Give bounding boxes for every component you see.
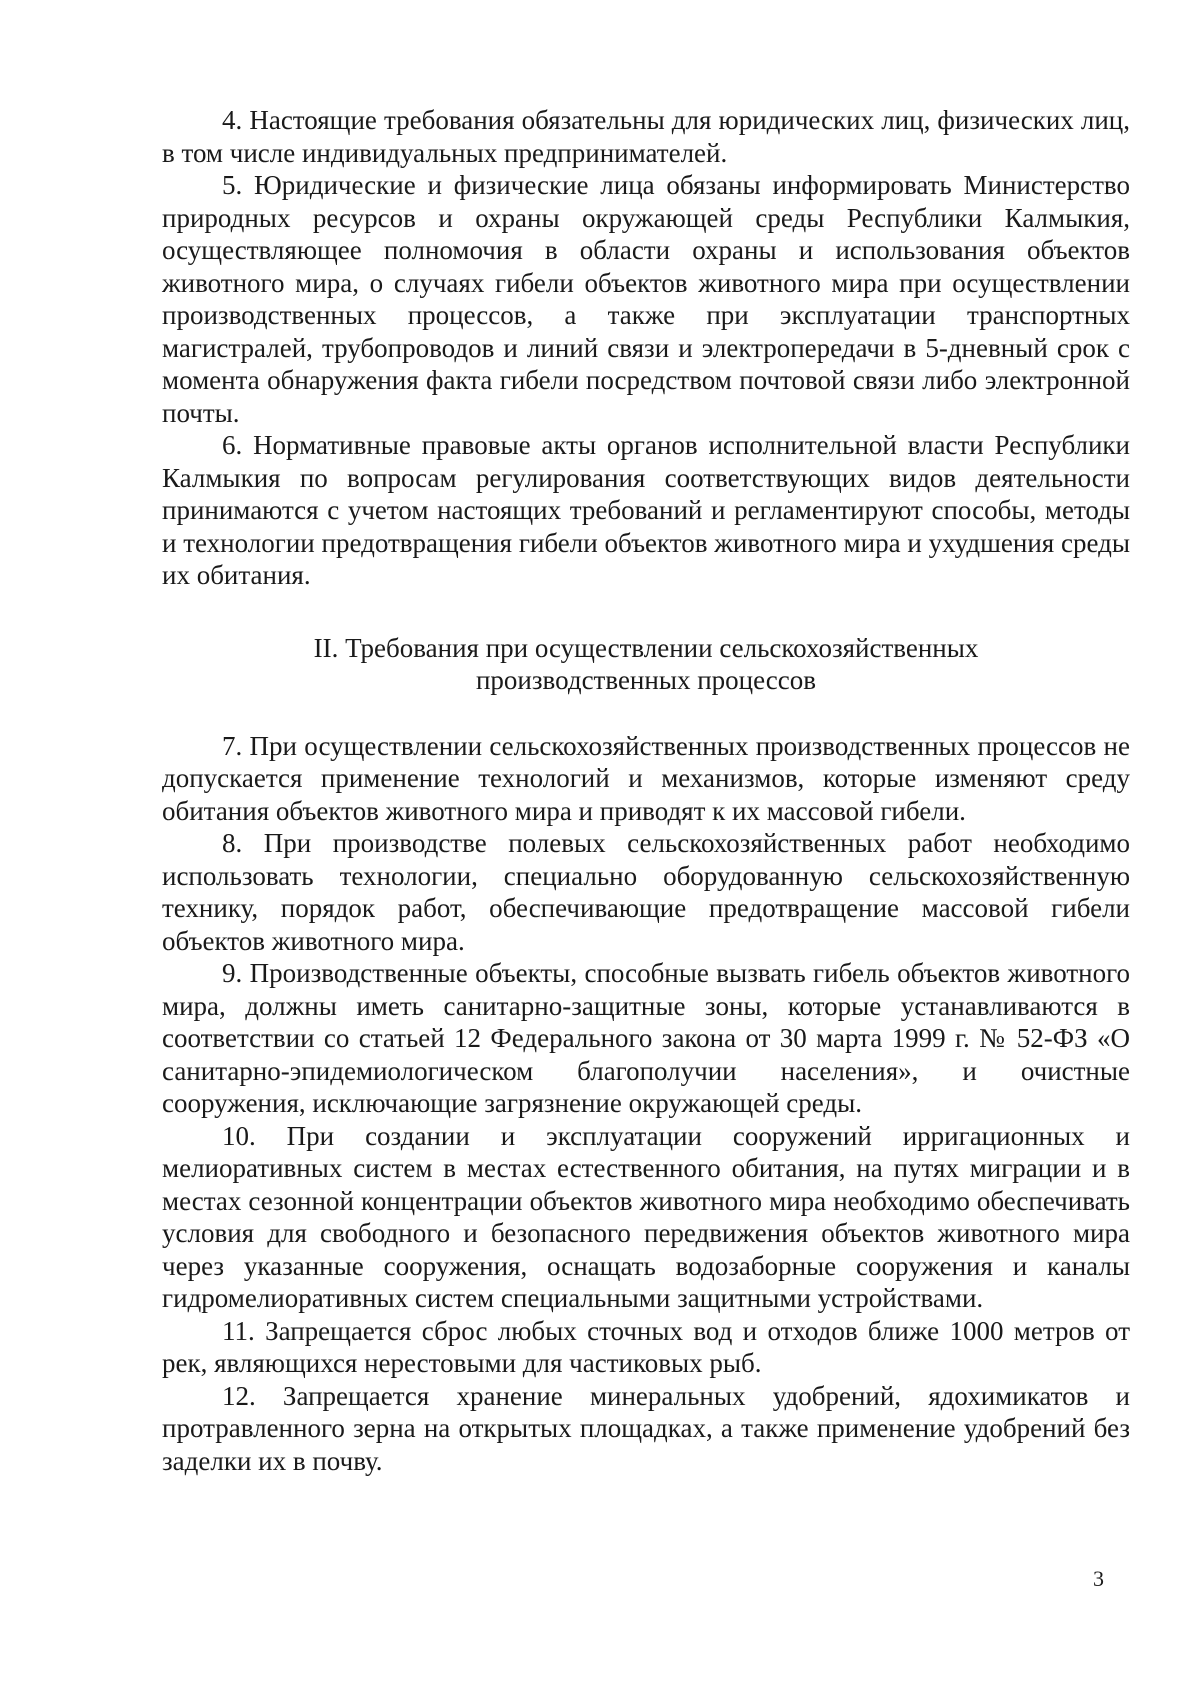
paragraph-4: 4. Настоящие требования обязательны для юридических лиц, физических лиц, в том числе индивидуальных предпринимателей. bbox=[162, 105, 1130, 168]
page-number: 3 bbox=[1093, 1566, 1104, 1591]
paragraph-12: 12. Запрещается хранение минеральных удобрений, ядохимикатов и протравленного зерна на открытых площадках, а также применение удобрений без заделки их в почву. bbox=[162, 1380, 1130, 1476]
paragraph-9: 9. Производственные объекты, способные вызвать гибель объектов животного мира, должны иметь санитарно-защитные зоны, которые устанавливаются в соответствии со статьей 12 Федерального закона от 30 марта 1999 г. № 52-ФЗ «О санитарно-эпидемиологическом благополучии населения», и очистные сооружения, исключающие загрязнение окружающей среды. bbox=[162, 958, 1130, 1118]
paragraph-5: 5. Юридические и физические лица обязаны информировать Министерство природных ресурсов и охраны окружающей среды Республики Калмыкия, осуществляющее полномочия в области охраны и использования объектов животного мира, о случаях гибели объектов животного мира при осуществлении производственных процессов, а также при эксплуатации транспортных магистралей, трубопроводов и линий связи и электропередачи в 5-дневный срок с момента обнаружения факта гибели посредством почтовой связи либо электронной почты. bbox=[162, 170, 1130, 428]
document-page bbox=[162, 104, 1130, 1477]
paragraph-11: 11. Запрещается сброс любых сточных вод и отходов ближе 1000 метров от рек, являющихся нерестовыми для частиковых рыб. bbox=[162, 1315, 1130, 1378]
paragraph-6: 6. Нормативные правовые акты органов исполнительной власти Республики Калмыкия по вопросам регулирования соответствующих видов деятельности принимаются с учетом настоящих требований и регламентируют способы, методы и технологии предотвращения гибели объектов животного мира и ухудшения среды их обитания. bbox=[162, 430, 1130, 590]
paragraph-10: 10. При создании и эксплуатации сооружений ирригационных и мелиоративных систем в местах естественного обитания, на путях миграции и в местах сезонной концентрации объектов животного мира необходимо обеспечивать условия для свободного и безопасного передвижения объектов животного мира через указанные сооружения, оснащать водозаборные сооружения и каналы гидромелиоративных систем специальными защитными устройствами. bbox=[162, 1120, 1130, 1313]
paragraph-8: 8. При производстве полевых сельскохозяйственных работ необходимо использовать технологии, специально оборудованную сельскохозяйственную технику, порядок работ, обеспечивающие предотвращение массовой гибели объектов животного мира. bbox=[162, 828, 1130, 956]
section-heading-line-2: производственных процессов bbox=[475, 664, 816, 695]
paragraph-7: 7. При осуществлении сельскохозяйственных производственных процессов не допускается применение технологий и механизмов, которые изменяют среду обитания объектов животного мира и приводят к их массовой гибели. bbox=[162, 730, 1130, 826]
section-heading-line-1: II. Требования при осуществлении сельскохозяйственных bbox=[313, 632, 979, 663]
section-heading bbox=[162, 632, 1130, 696]
